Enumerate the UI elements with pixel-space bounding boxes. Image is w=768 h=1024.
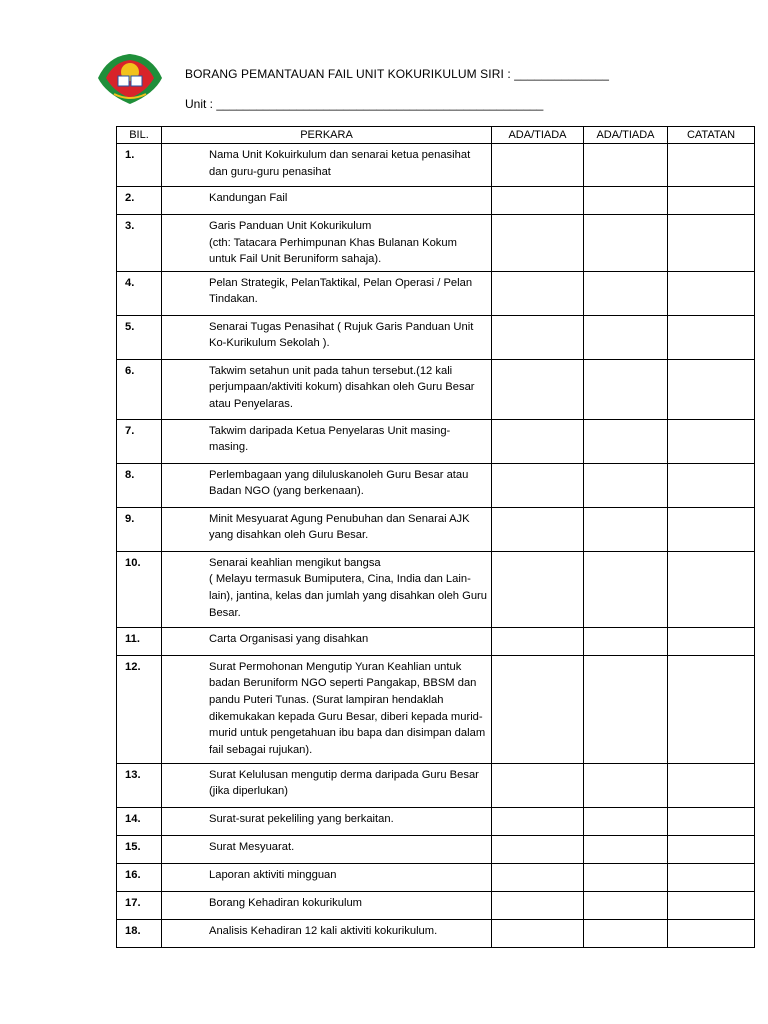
row-perkara: Surat Kelulusan mengutip derma daripada Guru Besar (jika diperlukan): [162, 763, 492, 807]
row-number: 7.: [117, 419, 162, 463]
catatan-cell[interactable]: [668, 863, 755, 891]
row-number: 16.: [117, 863, 162, 891]
row-number: 2.: [117, 187, 162, 215]
column-header-ada-tiada-1: ADA/TIADA: [492, 127, 584, 144]
row-perkara: Perlembagaan yang diluluskanoleh Guru Besar atau Badan NGO (yang berkenaan).: [162, 463, 492, 507]
row-number: 8.: [117, 463, 162, 507]
ada-tiada-cell-1[interactable]: [492, 507, 584, 551]
table-row: [117, 359, 755, 419]
ada-tiada-cell-1[interactable]: [492, 359, 584, 419]
row-perkara: Minit Mesyuarat Agung Penubuhan dan Senarai AJK yang disahkan oleh Guru Besar.: [162, 507, 492, 551]
row-number: 3.: [117, 215, 162, 272]
table-row: [117, 655, 755, 763]
row-number: 5.: [117, 315, 162, 359]
ada-tiada-cell-1[interactable]: [492, 763, 584, 807]
ada-tiada-cell-1[interactable]: [492, 187, 584, 215]
catatan-cell[interactable]: [668, 144, 755, 187]
ada-tiada-cell-2[interactable]: [584, 627, 668, 655]
row-perkara: Analisis Kehadiran 12 kali aktiviti kokurikulum.: [162, 919, 492, 947]
school-crest-logo: [94, 48, 166, 108]
ada-tiada-cell-2[interactable]: [584, 807, 668, 835]
row-perkara: Takwim setahun unit pada tahun tersebut.(12 kali perjumpaan/aktiviti kokum) disahkan oleh Guru Besar atau Penyelaras.: [162, 359, 492, 419]
table-row: [117, 507, 755, 551]
ada-tiada-cell-2[interactable]: [584, 919, 668, 947]
catatan-cell[interactable]: [668, 835, 755, 863]
ada-tiada-cell-1[interactable]: [492, 419, 584, 463]
catatan-cell[interactable]: [668, 919, 755, 947]
checklist-table: [116, 126, 755, 948]
ada-tiada-cell-2[interactable]: [584, 507, 668, 551]
row-perkara: Surat-surat pekeliling yang berkaitan.: [162, 807, 492, 835]
catatan-cell[interactable]: [668, 551, 755, 627]
ada-tiada-cell-2[interactable]: [584, 271, 668, 315]
catatan-cell[interactable]: [668, 419, 755, 463]
row-perkara: Carta Organisasi yang disahkan: [162, 627, 492, 655]
ada-tiada-cell-1[interactable]: [492, 215, 584, 272]
catatan-cell[interactable]: [668, 215, 755, 272]
table-row: [117, 891, 755, 919]
row-perkara: Surat Mesyuarat.: [162, 835, 492, 863]
ada-tiada-cell-1[interactable]: [492, 655, 584, 763]
column-header-ada-tiada-2: ADA/TIADA: [584, 127, 668, 144]
ada-tiada-cell-1[interactable]: [492, 627, 584, 655]
ada-tiada-cell-2[interactable]: [584, 359, 668, 419]
row-perkara: Surat Permohonan Mengutip Yuran Keahlian untuk badan Beruniform NGO seperti Pangakap, BBSM dan pandu Puteri Tunas. (Surat lampiran hendaklah dikemukakan kepada Guru Besar, diberi kepada murid-murid untuk pengetahuan ibu bapa dan disimpan dalam fail sebagai rujukan).: [162, 655, 492, 763]
ada-tiada-cell-1[interactable]: [492, 551, 584, 627]
catatan-cell[interactable]: [668, 807, 755, 835]
catatan-cell[interactable]: [668, 891, 755, 919]
catatan-cell[interactable]: [668, 359, 755, 419]
ada-tiada-cell-2[interactable]: [584, 315, 668, 359]
row-perkara: Kandungan Fail: [162, 187, 492, 215]
ada-tiada-cell-1[interactable]: [492, 807, 584, 835]
row-perkara: Borang Kehadiran kokurikulum: [162, 891, 492, 919]
row-number: 1.: [117, 144, 162, 187]
row-number: 9.: [117, 507, 162, 551]
row-number: 13.: [117, 763, 162, 807]
column-header-perkara: PERKARA: [162, 127, 492, 144]
ada-tiada-cell-2[interactable]: [584, 551, 668, 627]
column-header-catatan: CATATAN: [668, 127, 755, 144]
ada-tiada-cell-2[interactable]: [584, 144, 668, 187]
ada-tiada-cell-1[interactable]: [492, 891, 584, 919]
form-title: BORANG PEMANTAUAN FAIL UNIT KOKURIKULUM SIRI : ______________: [185, 67, 610, 81]
table-row: [117, 271, 755, 315]
row-number: 17.: [117, 891, 162, 919]
row-perkara: Garis Panduan Unit Kokurikulum (cth: Tatacara Perhimpunan Khas Bulanan Kokum untuk Fail Unit Beruniform sahaja).: [162, 215, 492, 272]
catatan-cell[interactable]: [668, 187, 755, 215]
table-row: [117, 419, 755, 463]
ada-tiada-cell-1[interactable]: [492, 271, 584, 315]
ada-tiada-cell-2[interactable]: [584, 187, 668, 215]
catatan-cell[interactable]: [668, 463, 755, 507]
ada-tiada-cell-2[interactable]: [584, 863, 668, 891]
ada-tiada-cell-2[interactable]: [584, 463, 668, 507]
ada-tiada-cell-2[interactable]: [584, 419, 668, 463]
unit-field-label: Unit : _________________________________________________: [185, 97, 544, 111]
row-number: 12.: [117, 655, 162, 763]
ada-tiada-cell-1[interactable]: [492, 835, 584, 863]
table-row: [117, 807, 755, 835]
table-row: [117, 315, 755, 359]
table-header-row: [117, 127, 755, 144]
row-number: 14.: [117, 807, 162, 835]
table-row: [117, 215, 755, 272]
ada-tiada-cell-2[interactable]: [584, 215, 668, 272]
catatan-cell[interactable]: [668, 507, 755, 551]
catatan-cell[interactable]: [668, 655, 755, 763]
column-header-bil: BIL.: [117, 127, 162, 144]
table-row: [117, 463, 755, 507]
row-number: 4.: [117, 271, 162, 315]
ada-tiada-cell-2[interactable]: [584, 835, 668, 863]
ada-tiada-cell-2[interactable]: [584, 655, 668, 763]
ada-tiada-cell-1[interactable]: [492, 144, 584, 187]
row-perkara: Senarai Tugas Penasihat ( Rujuk Garis Panduan Unit Ko-Kurikulum Sekolah ).: [162, 315, 492, 359]
row-perkara: Pelan Strategik, PelanTaktikal, Pelan Operasi / Pelan Tindakan.: [162, 271, 492, 315]
table-row: [117, 919, 755, 947]
catatan-cell[interactable]: [668, 315, 755, 359]
row-perkara: Senarai keahlian mengikut bangsa ( Melayu termasuk Bumiputera, Cina, India dan Lain-lain), jantina, kelas dan jumlah yang disahkan oleh Guru Besar.: [162, 551, 492, 627]
row-number: 6.: [117, 359, 162, 419]
table-row: [117, 763, 755, 807]
row-perkara: Laporan aktiviti mingguan: [162, 863, 492, 891]
ada-tiada-cell-1[interactable]: [492, 463, 584, 507]
table-row: [117, 551, 755, 627]
ada-tiada-cell-1[interactable]: [492, 315, 584, 359]
table-row: [117, 835, 755, 863]
catatan-cell[interactable]: [668, 763, 755, 807]
ada-tiada-cell-1[interactable]: [492, 863, 584, 891]
catatan-cell[interactable]: [668, 627, 755, 655]
row-number: 11.: [117, 627, 162, 655]
table-row: [117, 187, 755, 215]
row-number: 15.: [117, 835, 162, 863]
catatan-cell[interactable]: [668, 271, 755, 315]
table-row: [117, 144, 755, 187]
ada-tiada-cell-1[interactable]: [492, 919, 584, 947]
row-number: 18.: [117, 919, 162, 947]
ada-tiada-cell-2[interactable]: [584, 763, 668, 807]
table-row: [117, 863, 755, 891]
ada-tiada-cell-2[interactable]: [584, 891, 668, 919]
table-row: [117, 627, 755, 655]
row-number: 10.: [117, 551, 162, 627]
row-perkara: Takwim daripada Ketua Penyelaras Unit masing-masing.: [162, 419, 492, 463]
row-perkara: Nama Unit Kokuirkulum dan senarai ketua penasihat dan guru-guru penasihat: [162, 144, 492, 187]
